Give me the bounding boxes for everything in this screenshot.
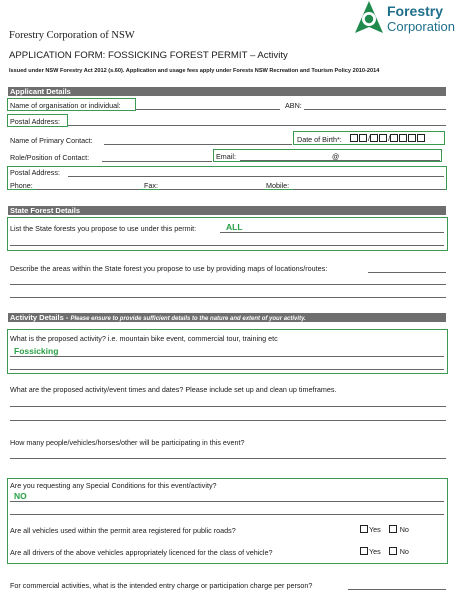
fax-label: Fax: — [144, 181, 158, 190]
describe-line-1[interactable] — [368, 272, 446, 273]
org-name-label: Name of organisation or individual: — [10, 101, 121, 110]
special-line-1[interactable] — [10, 501, 444, 502]
role-field[interactable] — [102, 161, 212, 162]
vehicles-no-label: No — [399, 525, 409, 534]
drivers-yes-checkbox[interactable] — [360, 547, 368, 555]
special-line-2[interactable] — [10, 514, 444, 515]
drivers-label: Are all drivers of the above vehicles appropriately licenced for the class of vehicle? — [10, 548, 273, 557]
mobile-field[interactable] — [293, 189, 444, 190]
times-line-2[interactable] — [10, 420, 446, 421]
describe-line-3[interactable] — [10, 297, 446, 298]
forests-line-2[interactable] — [10, 245, 444, 246]
abn-label: ABN: — [285, 101, 302, 110]
postal-phone-highlight — [7, 166, 447, 190]
special-conditions-value[interactable]: NO — [14, 491, 27, 501]
role-label: Role/Position of Contact: — [10, 153, 90, 162]
vehicles-no-checkbox[interactable] — [389, 525, 397, 533]
proposed-activity-label: What is the proposed activity? i.e. mountain bike event, commercial tour, training etc — [10, 334, 278, 343]
email-field[interactable] — [240, 160, 440, 161]
primary-contact-field[interactable] — [104, 144, 292, 145]
forests-label: List the State forests you propose to use under this permit: — [10, 224, 197, 233]
proposed-line-1[interactable] — [10, 356, 444, 357]
activity-heading-note: Please ensure to provide sufficient details to the nature and extent of your activity. — [70, 316, 306, 322]
special-conditions-label: Are you requesting any Special Conditions for this event/activity? — [10, 481, 217, 490]
fax-field[interactable] — [160, 189, 264, 190]
dob-label: Date of Birth*: — [297, 135, 342, 144]
vehicles-yes-label: Yes — [369, 525, 381, 534]
commercial-label: For commercial activities, what is the intended entry charge or participation charge per person? — [10, 581, 313, 590]
postal-address2-field[interactable] — [68, 176, 444, 177]
vehicles-yes-checkbox[interactable] — [360, 525, 368, 533]
org-header: Forestry Corporation of NSW — [9, 30, 135, 41]
email-label: Email: — [216, 152, 236, 161]
dob-field[interactable]: / / — [350, 134, 426, 143]
vehicles-label: Are all vehicles used within the permit area registered for public roads? — [10, 526, 236, 535]
applicant-details-heading: Applicant Details — [8, 87, 446, 96]
email-at-sign: @ — [332, 152, 340, 161]
times-line-1[interactable] — [10, 406, 446, 407]
commercial-field[interactable] — [348, 589, 446, 590]
abn-field[interactable] — [304, 109, 446, 110]
phone-field[interactable] — [36, 189, 140, 190]
form-title: APPLICATION FORM: FOSSICKING FOREST PERMIT – Activity — [9, 50, 288, 61]
people-label: How many people/vehicles/horses/other will be participating in this event? — [10, 438, 245, 447]
people-line-1[interactable] — [10, 458, 446, 459]
vehicles-options — [360, 525, 409, 534]
activity-details-heading — [8, 313, 446, 322]
drivers-yes-label: Yes — [369, 547, 381, 556]
org-name-field[interactable] — [136, 109, 280, 110]
postal-address-field[interactable] — [68, 125, 446, 126]
drivers-options — [360, 547, 409, 556]
describe-label: Describe the areas within the State forest you propose to use by providing maps of locations/routes: — [10, 264, 328, 273]
state-forest-heading: State Forest Details — [8, 206, 446, 215]
forests-value[interactable]: ALL — [226, 222, 243, 232]
postal-address-label: Postal Address: — [10, 117, 60, 126]
activity-heading-text: Activity Details - — [10, 313, 69, 322]
logo-line2: Corporation — [387, 19, 455, 34]
tree-logo-icon — [352, 0, 386, 36]
primary-contact-label: Name of Primary Contact: — [10, 136, 93, 145]
describe-line-2[interactable] — [10, 284, 446, 285]
drivers-no-label: No — [399, 547, 409, 556]
logo-line1: Forestry — [387, 3, 444, 19]
proposed-line-2[interactable] — [10, 369, 444, 370]
forestry-logo — [352, 0, 470, 38]
proposed-activity-value[interactable]: Fossicking — [14, 346, 59, 356]
postal-address2-label: Postal Address: — [10, 168, 60, 177]
drivers-no-checkbox[interactable] — [389, 547, 397, 555]
forests-line-1[interactable] — [220, 232, 444, 233]
issued-under-note: Issued under NSW Forestry Act 2012 (s.60). Application and usage fees apply under Forests NSW Recreation and Tourism Policy 2010-2014 — [9, 68, 380, 74]
phone-label: Phone: — [10, 181, 33, 190]
mobile-label: Mobile: — [266, 181, 290, 190]
times-label: What are the proposed activity/event times and dates? Please include set up and clean up timeframes. — [10, 385, 337, 394]
